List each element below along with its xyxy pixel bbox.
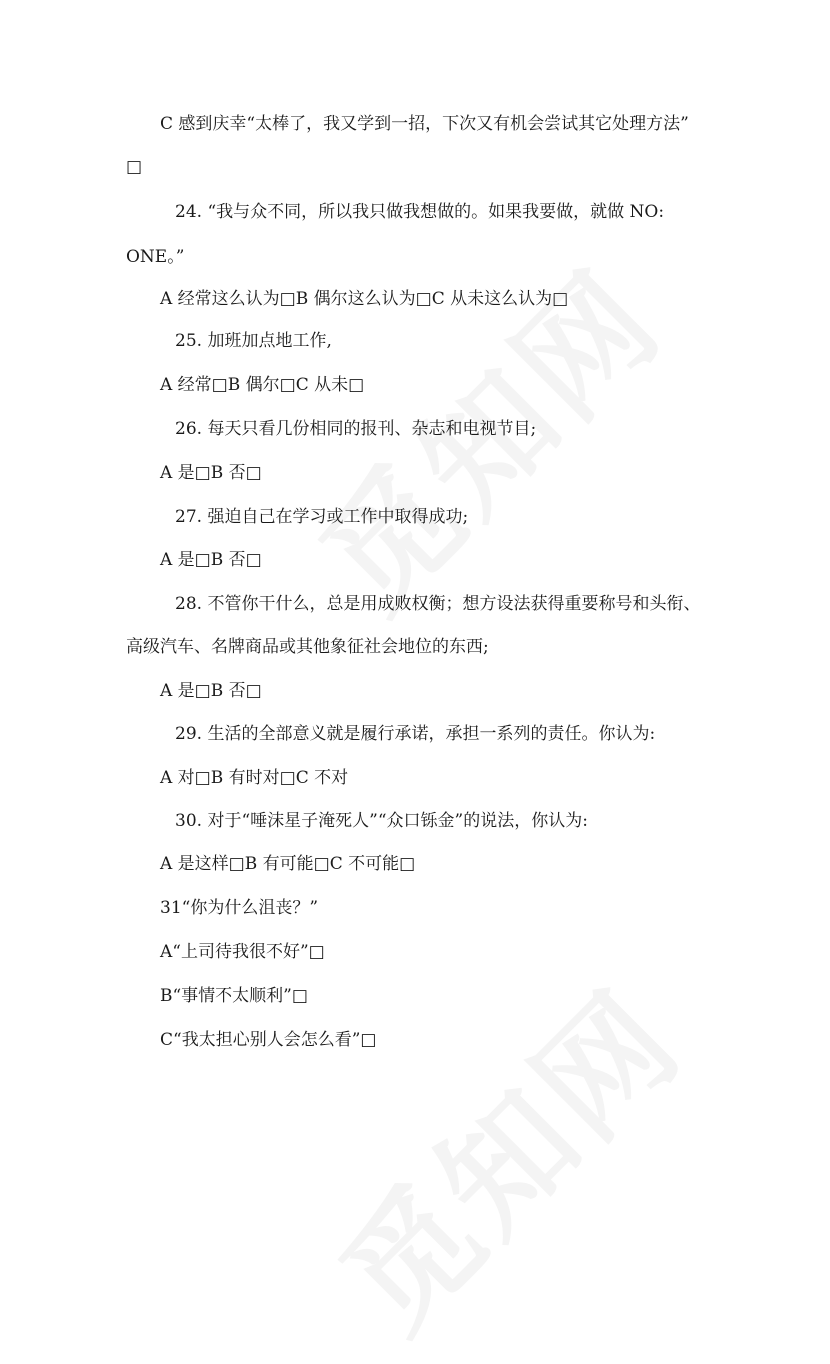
question-24: 24. “我与众不同，所以我只做我想做的。如果我要做，就做 NO: (175, 202, 665, 222)
answer-options: A 是这样□B 有可能□C 不可能□ (160, 854, 416, 874)
answer-options: A 经常这么认为□B 偶尔这么认为□C 从未这么认为□ (160, 289, 569, 309)
question-30: 30. 对于“唾沫星子淹死人”“众口铄金”的说法，你认为: (175, 811, 588, 831)
answer-option: B“事情不太顺利”□ (160, 986, 308, 1006)
answer-option: A“上司待我很不好”□ (160, 942, 325, 962)
question-29: 29. 生活的全部意义就是履行承诺，承担一系列的责任。你认为: (175, 724, 656, 744)
text-line: C 感到庆幸“太棒了，我又学到一招，下次又有机会尝试其它处理方法” (160, 114, 689, 134)
text-line: ONE。” (126, 247, 185, 267)
question-26: 26. 每天只看几份相同的报刊、杂志和电视节目; (175, 419, 537, 439)
question-25: 25. 加班加点地工作, (175, 331, 332, 351)
answer-options: A 是□B 否□ (160, 550, 262, 570)
answer-options: A 是□B 否□ (160, 681, 262, 701)
checkbox-glyph: □ (126, 157, 143, 177)
question-27: 27. 强迫自己在学习或工作中取得成功; (175, 507, 469, 527)
question-31: 31“你为什么沮丧？” (160, 898, 319, 918)
answer-options: A 对□B 有时对□C 不对 (160, 768, 349, 788)
answer-options: A 是□B 否□ (160, 463, 262, 483)
answer-options: A 经常□B 偶尔□C 从未□ (160, 375, 365, 395)
answer-option: C“我太担心别人会怎么看”□ (160, 1030, 377, 1050)
text-line: 高级汽车、名牌商品或其他象征社会地位的东西; (126, 637, 489, 657)
watermark (294, 943, 715, 1364)
question-28: 28. 不管你干什么，总是用成败权衡；想方设法获得重要称号和头衔、 (175, 594, 701, 614)
